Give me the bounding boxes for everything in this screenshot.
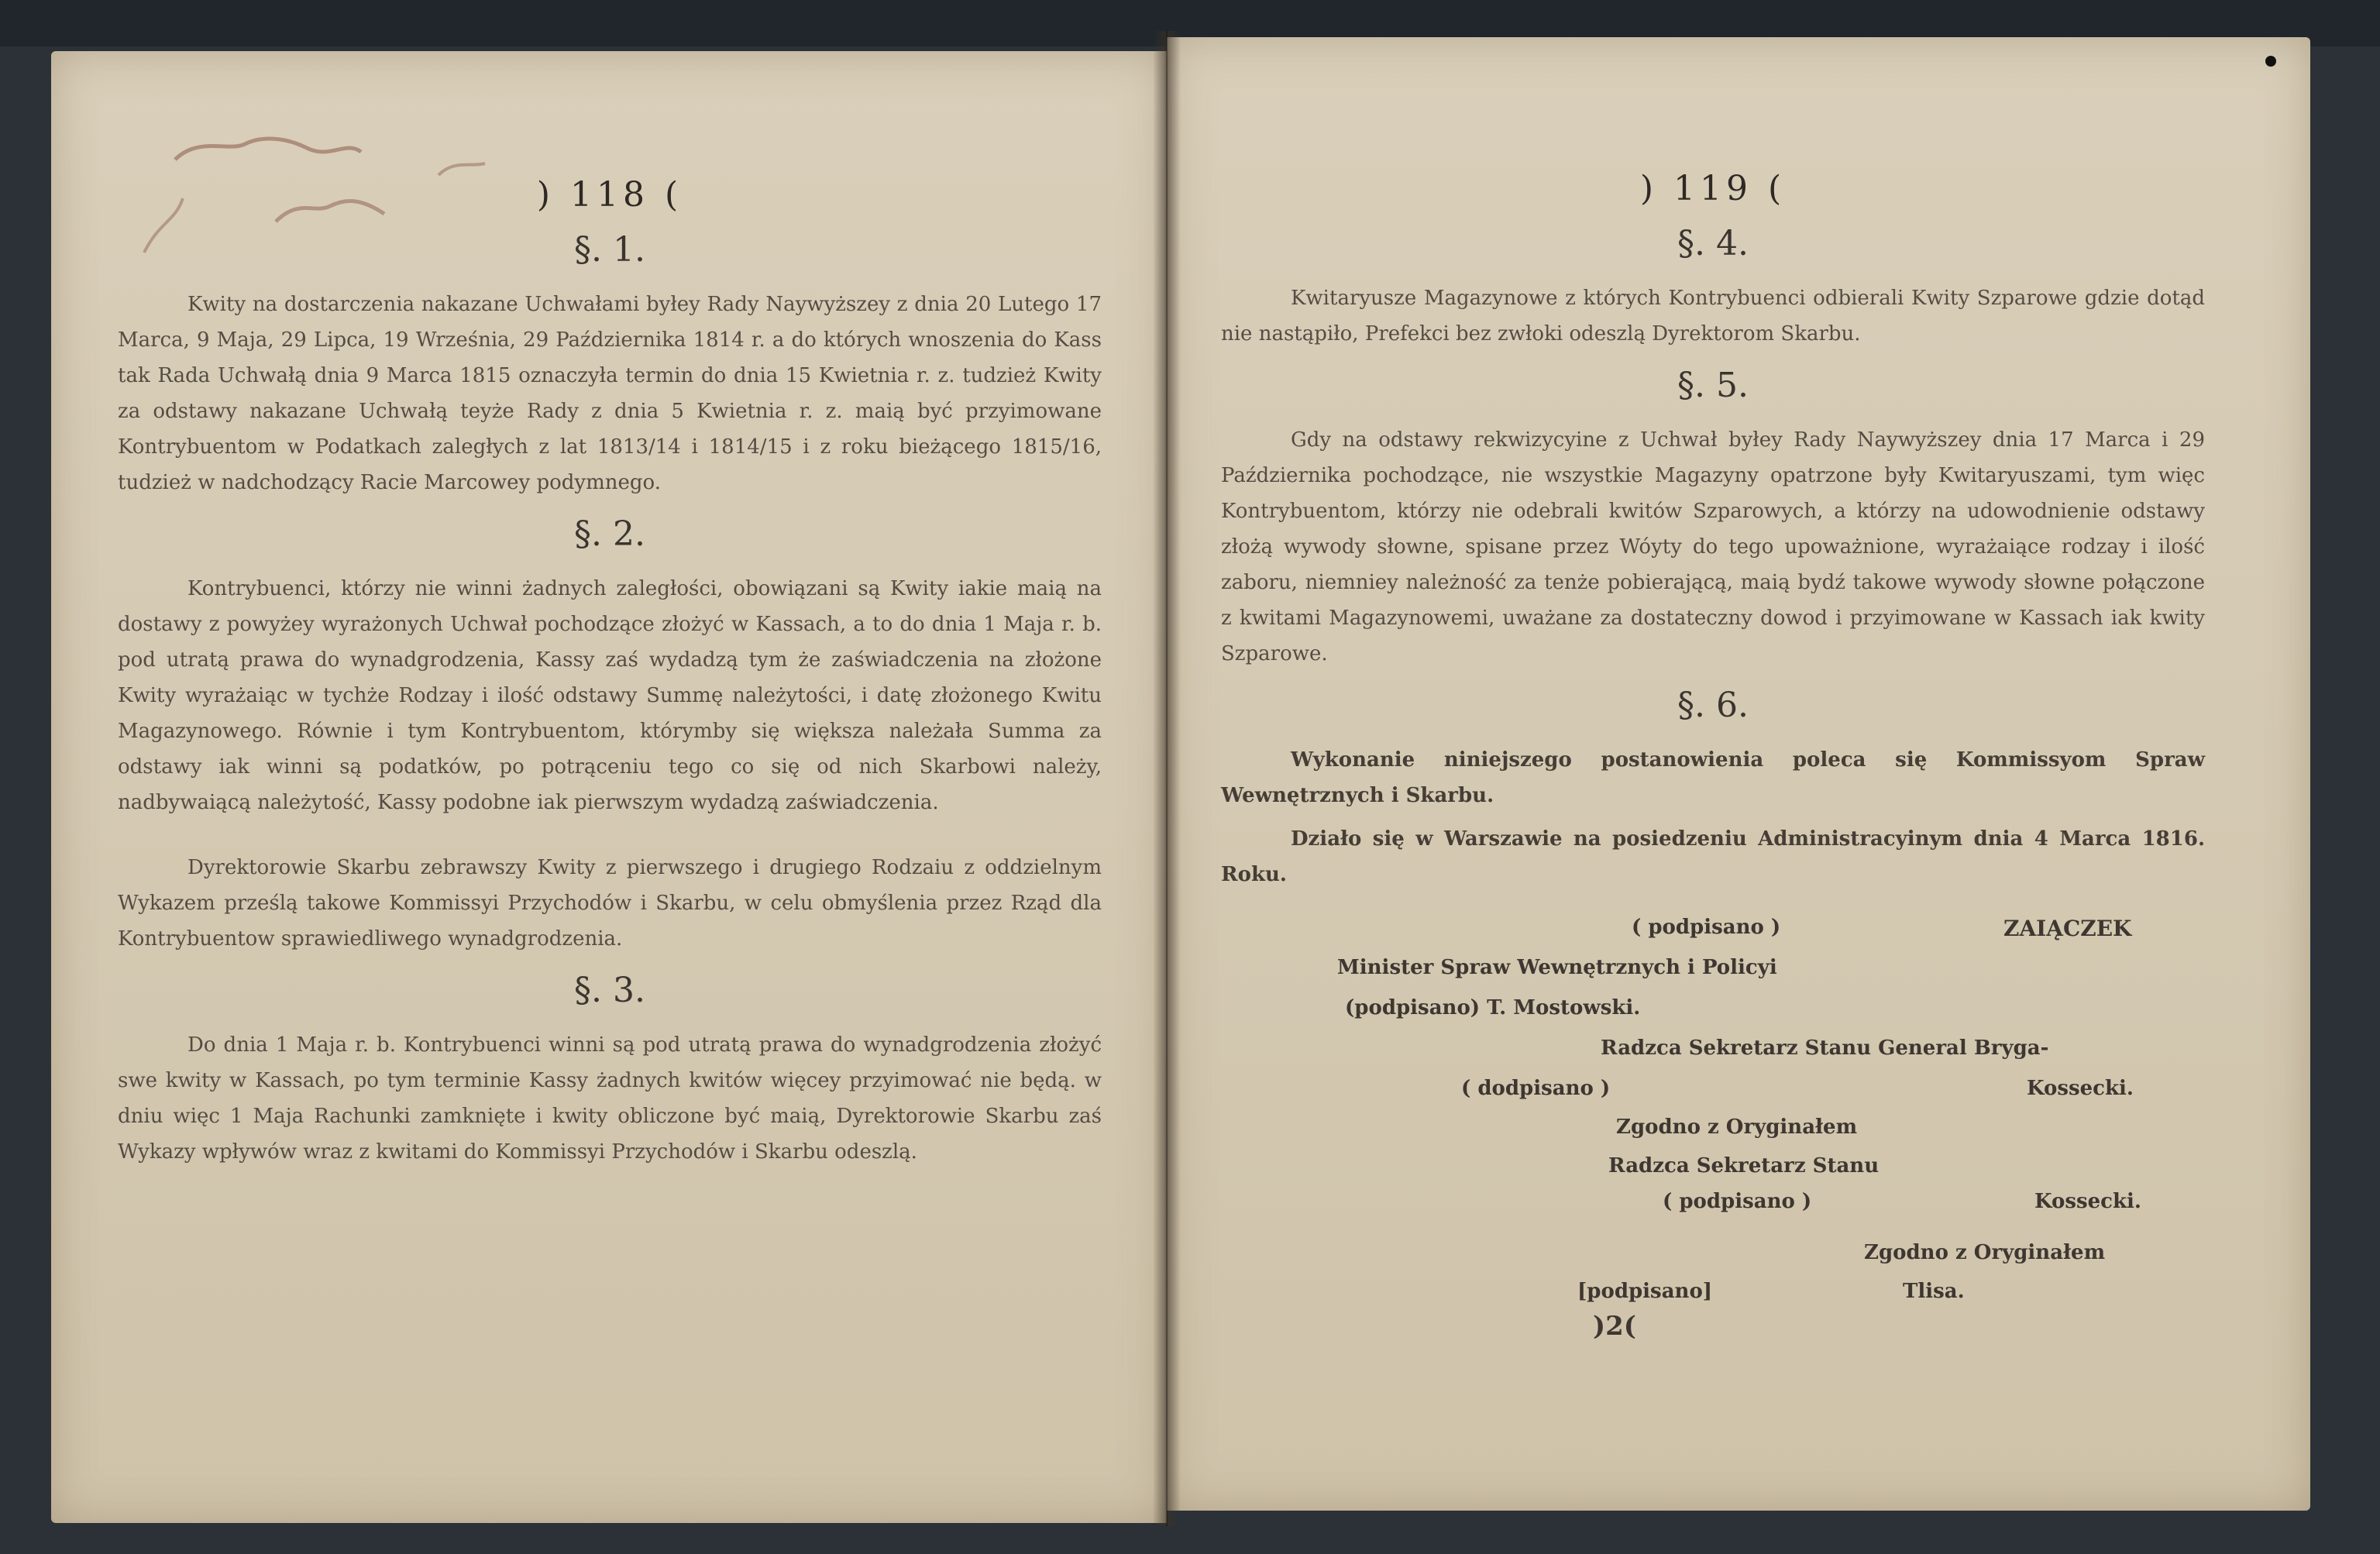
copy-certification: Zgodno z Oryginałem [1616,1116,1858,1139]
paragraph: Wykonanie niniejszego postanowienia poleca się Kommissyom Spraw Wewnętrznych i Skarbu. [1221,748,2205,807]
page-number: ) 119 ( [1639,169,1787,208]
section-heading-1: §. 1. [574,230,645,270]
page-number: ) 118 ( [536,175,683,215]
signatory-name: Kossecki. [2034,1190,2141,1213]
signature-block [1221,900,2205,1342]
signatory-title: Radzca Sekretarz Stanu General Bryga- [1601,1037,2049,1060]
signed-label: ( podpisano ) [1663,1190,1812,1213]
signatory-name: Kossecki. [2027,1077,2134,1100]
paragraph: Do dnia 1 Maja r. b. Kontrybuenci winni są pod utratą prawa do wynadgrodzenia złożyć swe kwity w Kassach, po tym terminie Kassy żadnych kwitów więcey przyimować nie będą. w dniu więc 1 Maja Rachunki zamknięte i kwity obliczone być maią, Dyrektorowie Skarbu zaś Wykazy wpływów wraz z kwitami do Kommissyi Przychodów i Skarbu odeszlą. [118,1033,1102,1164]
right-page [1167,37,2310,1511]
left-page [51,51,1167,1523]
signed-label: [podpisano] [1577,1280,1713,1303]
paragraph: Dyrektorowie Skarbu zebrawszy Kwity z pierwszego i drugiego Rodzaiu z oddzielnym Wykazem prześlą takowe Kommissyi Przychodów i Skarbu, w celu obmyślenia przez Rząd dla Kontrybuentow sprawiedliwego wynadgrodzenia. [118,856,1102,951]
book-spine-shadow [1153,31,1181,1526]
signatory-title: Radzca Sekretarz Stanu [1608,1154,1880,1178]
signatory-title: Minister Spraw Wewnętrznych i Policyi [1337,956,1777,979]
right-text-column [1221,122,2205,1342]
section-heading-4: §. 4. [1677,224,1749,263]
signatory-name: Tlisa. [1903,1280,1965,1303]
paragraph: Kontrybuenci, którzy nie winni żadnych zaległości, obowiązani są Kwity iakie maią na dostawy z powyżey wyrażonych Uchwał pochodzące złożyć w Kassach, a to do dnia 1 Maja r. b. pod utratą prawa do wynadgrodzenia, Kassy zaś wydadzą tym że zaświadczenia na złożone Kwity wyrażaiąc w tychże Rodzay i ilość odstawy Summę należytości, i datę złożonego Kwitu Magazynowego. Równie i tym Kontrybuentom, którymby się większa należała Summa za odstawy iak winni są podatków, po potrąceniu tego co się od nich Skarbowi należy, nadbywaiącą należytość, Kassy podobne iak pierwszym wydadzą zaświadczenia. [118,577,1102,814]
paragraph: Działo się w Warszawie na posiedzeniu Administracyinym dnia 4 Marca 1816. Roku. [1221,827,2205,886]
footer-mark: )2( [1593,1311,1636,1342]
signed-label: (podpisano) T. Mostowski. [1345,996,1641,1019]
copy-certification: Zgodno z Oryginałem [1864,1241,2106,1264]
signed-label: ( podpisano ) [1632,916,1781,939]
section-heading-5: §. 5. [1677,366,1749,405]
signed-label: ( dodpisano ) [1461,1077,1611,1100]
left-text-column [118,129,1102,1178]
paragraph: Kwitaryusze Magazynowe z których Kontrybuenci odbierali Kwity Szparowe gdzie dotąd nie nastąpiło, Prefekci bez zwłoki odeszlą Dyrektorom Skarbu. [1221,287,2205,346]
section-heading-3: §. 3. [574,971,645,1010]
paragraph: Kwity na dostarczenia nakazane Uchwałami byłey Rady Naywyższey z dnia 20 Lutego 17 Marca, 9 Maja, 29 Lipca, 19 Września, 29 Października 1814 r. a do których wnoszenia do Kass tak Rada Uchwałą dnia 9 Marca 1815 oznaczyła termin do dnia 15 Kwietnia r. z. tudzież Kwity za odstawy nakazane Uchwałą teyże Rady z dnia 5 Kwietnia r. z. maią być przyimowane Kontrybuentom w Podatkach zaległych z lat 1813/14 i 1814/15 i z roku bieżącego 1815/16, tudzież w nadchodzący Racie Marcowey podymnego. [118,293,1102,494]
ink-dot-mark [2265,56,2276,67]
section-heading-6: §. 6. [1677,686,1749,725]
section-heading-2: §. 2. [574,514,645,554]
paragraph: Gdy na odstawy rekwizycyine z Uchwał byłey Rady Naywyższey dnia 17 Marca i 29 Października pochodzące, nie wszystkie Magazyny opatrzone były Kwitaryuszami, tym więc Kontrybuentom, którzy nie odebrali kwitów Szparowych, a którzy na udowodnienie odstawy złożą wywody słowne, spisane przez Wóyty do tego upoważnione, wyrażaiące rodzay i ilość zaboru, niemniey należność za tenże pobierającą, maią bydź takowe wywody słowne połączone z kwitami Magazynowemi, uważane za dostateczny dowod i przyimowane w Kassach iak kwity Szparowe. [1221,428,2205,665]
signatory-name: ZAIĄCZEK [2003,916,2132,941]
